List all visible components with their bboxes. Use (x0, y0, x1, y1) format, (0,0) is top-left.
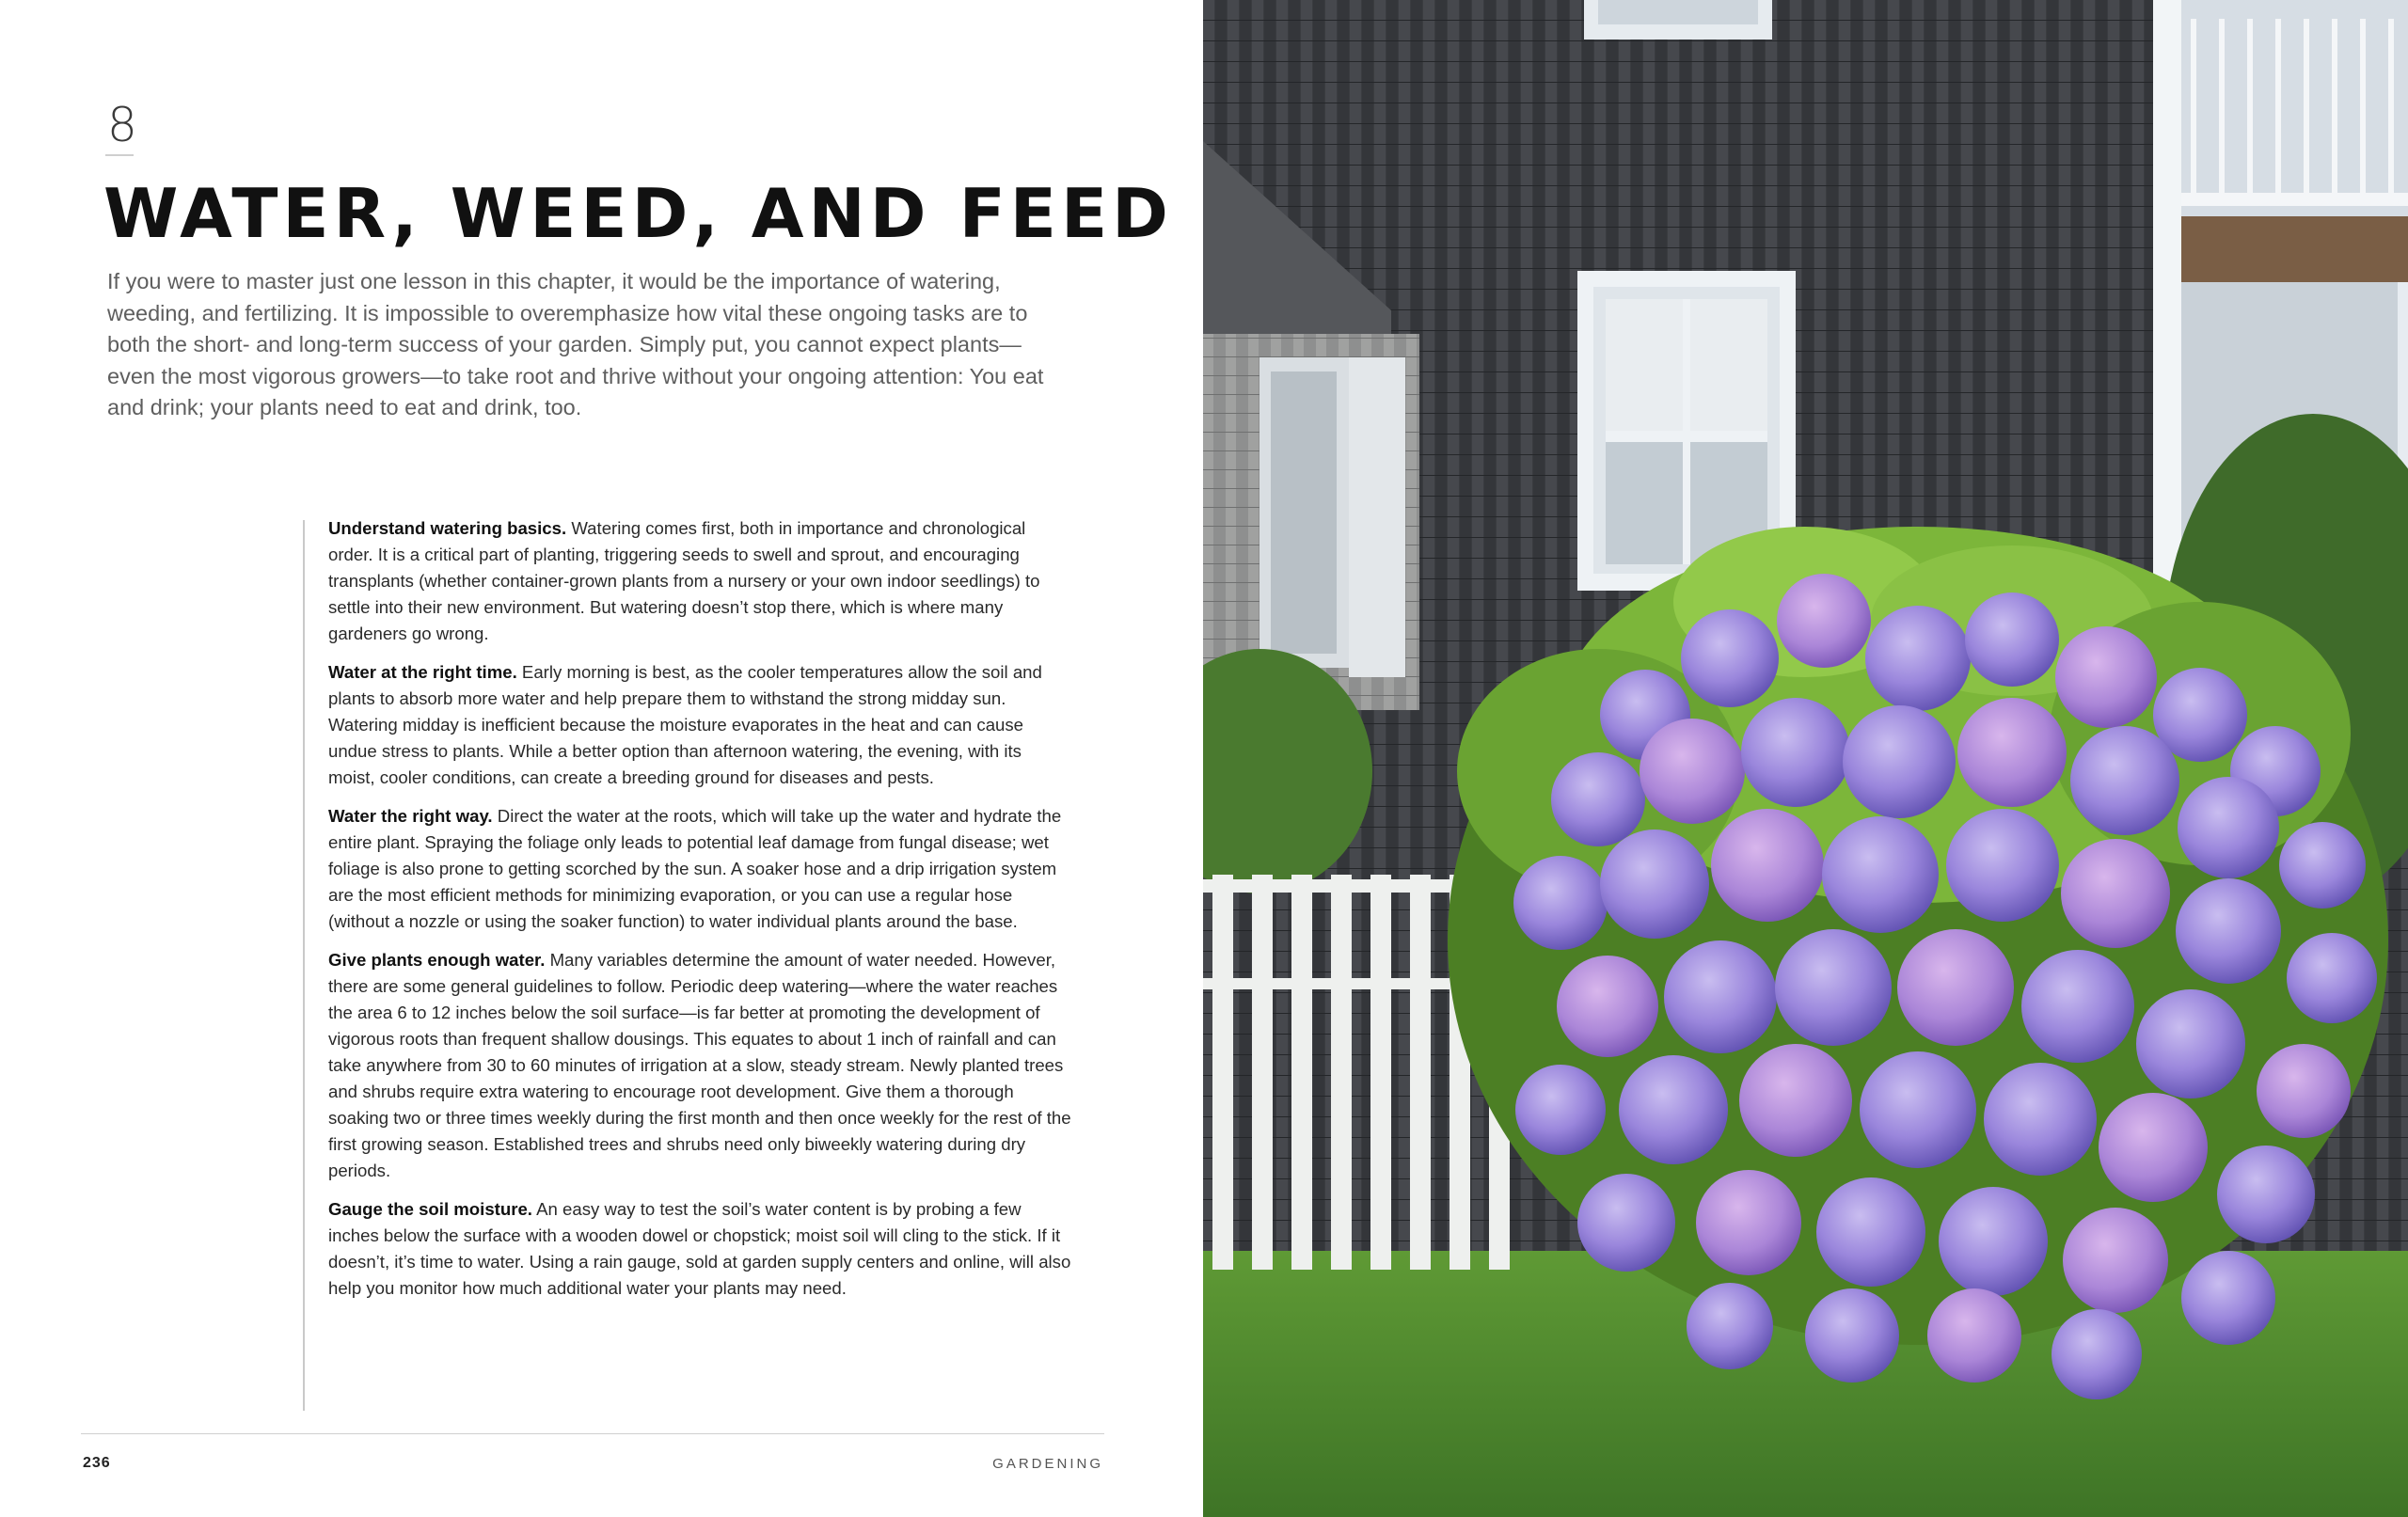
section-text: Many variables determine the amount of water needed. However, there are some general guidelines to follow. Periodic deep watering—where the water reaches the area 6 to 12 inches below the soil surface—is far better at promoting the development of vigorous roots than frequent shallow dousings. This equates to about 1 inch of rainfall and can take anywhere from 30 to 60 minutes of irrigation at a slow, steady stream. Newly planted trees and shrubs require extra watering to encourage root development. Give them a thorough soaking two or three times weekly during the first month and then once weekly for the rest of the first growing season. Established trees and shrubs need only biweekly watering during dry periods. (328, 950, 1071, 1180)
section-watering-basics (328, 515, 1071, 647)
body-column (328, 515, 1071, 1314)
section-heading: Gauge the soil moisture. (328, 1199, 532, 1219)
chapter-number-rule (105, 154, 134, 156)
section-heading: Understand watering basics. (328, 518, 567, 538)
section-heading: Water at the right time. (328, 662, 517, 682)
chapter-title: WATER, WEED, AND FEED (103, 174, 1173, 253)
left-page (0, 0, 1203, 1517)
section-text: Direct the water at the roots, which will take up the water and hydrate the entire plant. Spraying the foliage only leads to potential leaf damage from fungal disease; wet foliage is also prone to getting scorched by the sun. A soaker hose and a drip irrigation system are the most efficient methods for minimizing evaporation, or you can use a regular hose (without a nozzle or using the soaker function) to water individual plants around the base. (328, 806, 1062, 931)
section-text: Watering comes first, both in importance and chronological order. It is a critical part of planting, triggering seeds to swell and sprout, and encouraging transplants (whether container-grown plants from a nursery or your own indoor seedlings) to settle into their new environment. But watering doesn’t stop there, which is where many gardeners go wrong. (328, 518, 1040, 643)
section-text: Early morning is best, as the cooler temperatures allow the soil and plants to absorb more water and help prepare them to withstand the strong midday sun. Watering midday is inefficient because the moisture evaporates in the heat and can cause undue stress to plants. While a better option than afternoon watering, the evening, with its moist, cooler conditions, can create a breeding ground for diseases and pests. (328, 662, 1042, 787)
section-enough-water (328, 947, 1071, 1184)
hydrangea-photo (1203, 0, 2408, 1517)
section-right-way (328, 803, 1071, 935)
page-number: 236 (83, 1455, 111, 1471)
body-column-rule (303, 520, 305, 1411)
section-heading: Water the right way. (328, 806, 493, 826)
footer-rule (81, 1433, 1104, 1434)
section-soil-moisture (328, 1196, 1071, 1302)
section-right-time (328, 659, 1071, 791)
section-heading: Give plants enough water. (328, 950, 546, 970)
chapter-intro: If you were to master just one lesson in this chapter, it would be the importance of watering, weeding, and fertilizing. It is impossible to overemphasize how vital these ongoing tasks are to both the short- and long-term success of your garden. Simply put, you cannot expect plants—even the most vigorous growers—to take root and thrive without your ongoing attention: You eat and drink; your plants need to eat and drink, too. (107, 269, 1044, 419)
running-head: GARDENING (992, 1456, 1103, 1472)
chapter-number: 8 (107, 98, 137, 152)
section-text: An easy way to test the soil’s water content is by probing a few inches below the surface with a wooden dowel or chopstick; moist soil will cling to the stick. If it doesn’t, it’s time to water. Using a rain gauge, sold at garden supply centers and online, will also help you monitor how much additional water your plants may need. (328, 1199, 1071, 1298)
